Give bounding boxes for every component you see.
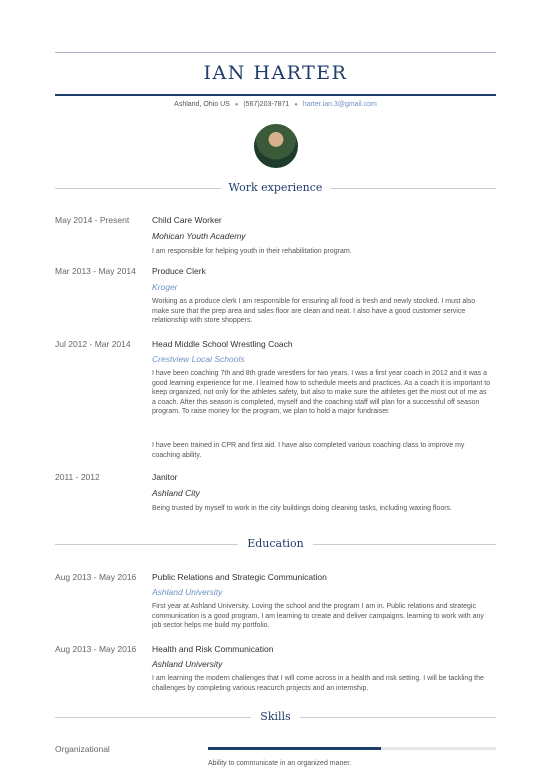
entry-role: Produce Clerk	[152, 266, 206, 276]
location: Ashland, Ohio US	[174, 101, 230, 108]
section-title: Education	[239, 537, 312, 550]
skill-level-bar	[208, 747, 496, 750]
section-title: Work experience	[221, 181, 331, 194]
entry-org-link[interactable]: Kroger	[152, 282, 178, 292]
entry-role: Head Middle School Wrestling Coach	[152, 339, 293, 349]
entry-org: Ashland City	[152, 488, 200, 498]
separator-dot-icon: ●	[294, 102, 298, 108]
entry-desc: I am responsible for helping youth in their rehabilitation program.	[152, 248, 352, 255]
entry-date: Aug 2013 - May 2016	[55, 572, 137, 582]
entry-date: Jul 2012 - Mar 2014	[55, 339, 131, 349]
entry-role: Health and Risk Communication	[152, 644, 274, 654]
entry-desc: Being trusted by myself to work in the city buildings doing cleaning tasks, including waxing floors.	[152, 505, 452, 512]
entry-date: 2011 - 2012	[55, 472, 100, 482]
entry-desc: First year at Ashland University. Loving the school and the program I am in. Public relations and strategic communication is a good program, I am learning to create and deliver campaigns. learning to work with any job sector helps me build my portfolio.	[152, 603, 484, 630]
entry-date: Mar 2013 - May 2014	[55, 266, 136, 276]
entry-role: Janitor	[152, 472, 178, 482]
entry-role: Child Care Worker	[152, 215, 222, 225]
entry-date: Aug 2013 - May 2016	[55, 644, 137, 654]
entry-desc: Working as a produce clerk I am responsible for ensuring all food is fresh and newly stocked. I must also make sure that the prep area and sales floor are clean and neat. I also have a good customer service relationship with store shoppers.	[152, 298, 476, 325]
entry-org-link[interactable]: Crestview Local Schools	[152, 354, 245, 364]
top-rule	[55, 52, 496, 53]
avatar	[254, 124, 298, 168]
phone: (567)203-7871	[243, 101, 290, 108]
section-education	[55, 537, 496, 551]
section-work	[55, 181, 496, 195]
section-title: Skills	[252, 710, 298, 723]
email-link[interactable]: harter.ian.3@gmail.com	[302, 101, 377, 108]
skill-label: Organizational	[55, 744, 110, 754]
entry-date: May 2014 - Present	[55, 215, 130, 225]
contact-line	[0, 101, 551, 108]
separator-dot-icon: ●	[234, 102, 239, 108]
candidate-name: IAN HARTER	[203, 62, 348, 84]
skill-desc: Ability to communicate in an organized maner.	[208, 760, 352, 767]
section-skills	[55, 710, 496, 724]
skill-level-fill	[208, 747, 381, 750]
entry-role: Public Relations and Strategic Communication	[152, 572, 327, 582]
entry-desc: I have been coaching 7th and 8th grade wrestlers for two years. I was a first year coach in 2012 and it was a good learning experience for me. I learned how to schedule meets and practices. As a coach it is important to keep organized, not only for the athletes safety, but also to make sure the athletes get the most out of me as a coach. After this season is completed, myself and the coaching staff will plan for a successful off season program. To raise money for the program, we plan to hold a major fundraiser.	[152, 370, 491, 416]
entry-desc: I am learning the modern challenges that I will come across in a health and risk setting. I will be tackling the challenges by completing various reacurch projects and an internship.	[152, 675, 484, 692]
entry-desc: I have been trained in CPR and first aid. I have also completed various coaching class to improve my coaching ability.	[152, 442, 465, 459]
name-underline	[55, 94, 496, 96]
entry-org-link[interactable]: Ashland University	[152, 587, 223, 597]
entry-org: Ashland University	[152, 659, 223, 669]
entry-org: Mohican Youth Academy	[152, 231, 246, 241]
